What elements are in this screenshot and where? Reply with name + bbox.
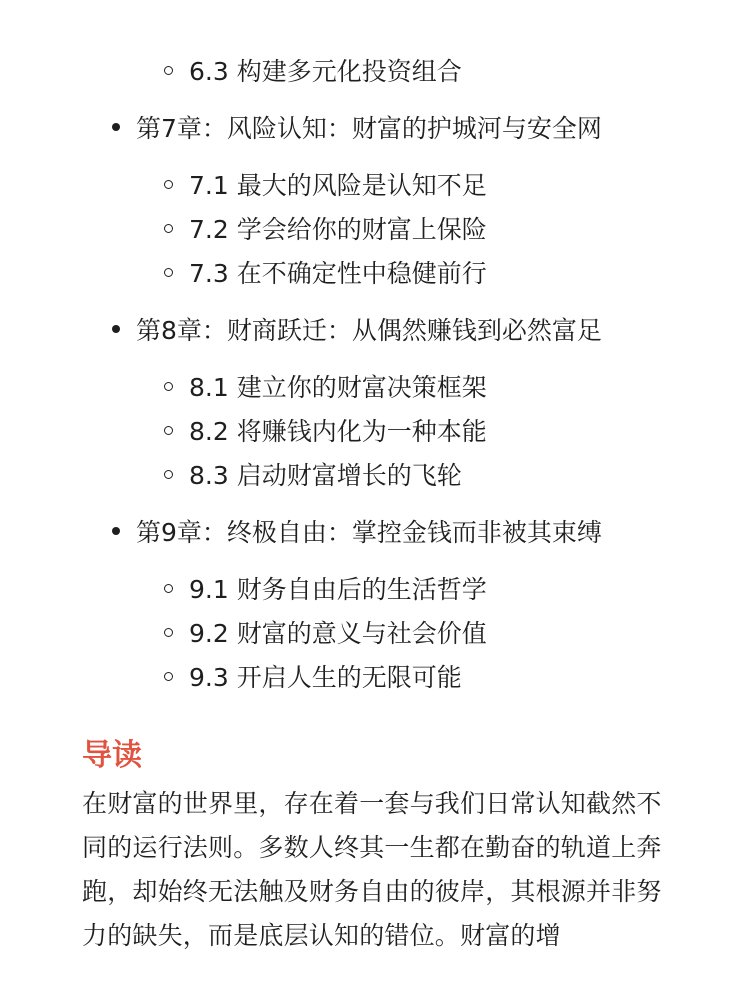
section-heading: 导读 [82,738,142,773]
disc-bullet-icon [112,123,120,131]
toc-item-label: 8.2 将赚钱内化为一种本能 [189,417,487,446]
circle-bullet-icon [164,426,173,435]
toc-item-label: 第9章：终极自由：掌控金钱而非被其束缚 [136,518,602,547]
toc-item-label: 7.3 在不确定性中稳健前行 [189,259,487,288]
toc-chapter-item [112,307,602,351]
disc-bullet-icon [112,527,120,535]
toc-section-item [164,162,487,206]
toc-section-item [164,452,462,496]
toc-item-label: 9.2 财富的意义与社会价值 [189,619,487,648]
circle-bullet-icon [164,470,173,479]
toc-chapter-item [112,105,602,149]
intro-paragraph: 在财富的世界里，存在着一套与我们日常认知截然不同的运行法则。多数人终其一生都在勤奋的轨道上奔跑，却始终无法触及财务自由的彼岸，其根源并非努力的缺失，而是底层认知的错位。财富的增 [82,789,662,950]
circle-bullet-icon [164,584,173,593]
toc-item-label: 7.2 学会给你的财富上保险 [189,215,487,244]
toc-section-item [164,610,487,654]
circle-bullet-icon [164,382,173,391]
toc-item-label: 第7章：风险认知：财富的护城河与安全网 [136,114,602,143]
toc-item-label: 7.1 最大的风险是认知不足 [189,171,487,200]
toc-section-item [164,364,487,408]
toc-item-label: 8.1 建立你的财富决策框架 [189,373,487,402]
circle-bullet-icon [164,268,173,277]
disc-bullet-icon [112,325,120,333]
toc-item-label: 9.3 开启人生的无限可能 [189,663,462,692]
toc-section-item [164,250,487,294]
toc-item-label: 6.3 构建多元化投资组合 [189,57,462,86]
toc-item-label: 8.3 启动财富增长的飞轮 [189,461,462,490]
toc-section-item [164,654,462,698]
circle-bullet-icon [164,66,173,75]
circle-bullet-icon [164,628,173,637]
circle-bullet-icon [164,672,173,681]
toc-section-item [164,566,487,610]
toc-section-item [164,48,462,92]
toc-chapter-item [112,509,602,553]
circle-bullet-icon [164,224,173,233]
circle-bullet-icon [164,180,173,189]
toc-item-label: 第8章：财商跃迁：从偶然赚钱到必然富足 [136,316,602,345]
toc-item-label: 9.1 财务自由后的生活哲学 [189,575,487,604]
toc-section-item [164,206,487,250]
toc-section-item [164,408,487,452]
